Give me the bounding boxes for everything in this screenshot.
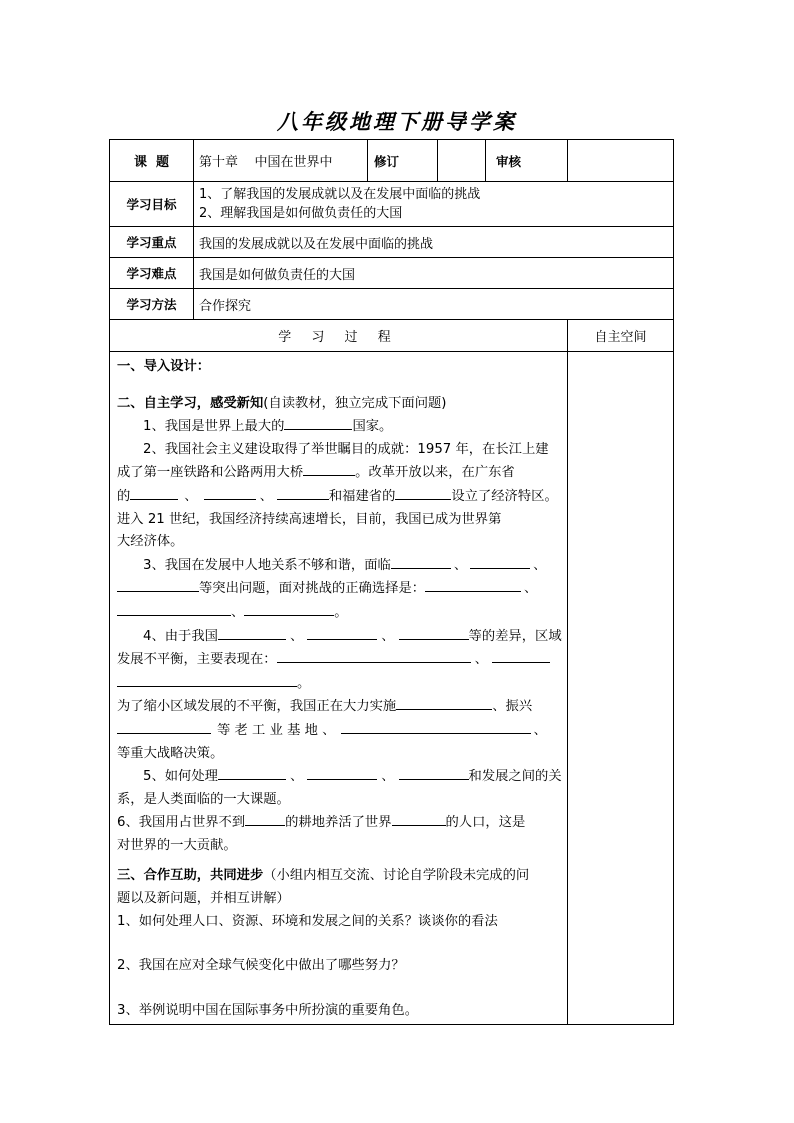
question-4-line-6: 等重大战略决策。 (117, 745, 224, 761)
question-6-line-1: 6、我国用占世界不到 的耕地养活了世界 的人口，这是 (117, 811, 561, 835)
cooperate-question-1: 1、如何处理人口、资源、环境和发展之间的关系？谈谈你的看法 (117, 913, 498, 929)
blank[interactable] (307, 765, 377, 780)
study-guide-table (109, 139, 674, 1025)
blank[interactable] (392, 811, 446, 826)
difficulty-value: 我国是如何做负责任的大国 (194, 258, 674, 289)
key-row (110, 227, 674, 258)
review-label: 审核 (486, 140, 568, 182)
self-space-heading: 自主空间 (568, 320, 674, 352)
self-space-area[interactable] (568, 352, 674, 1025)
method-label: 学习方法 (110, 289, 194, 320)
question-3-line-3: 、 。 (117, 601, 561, 625)
question-2-line-4: 进入 21 世纪，我国经济持续高速增长，目前，我国已成为世界第 (117, 511, 502, 527)
section-intro: 一、导入设计： (117, 359, 211, 374)
blank[interactable] (303, 461, 355, 476)
blank[interactable] (395, 485, 451, 500)
subject-label: 课 题 (110, 140, 194, 182)
blank[interactable] (391, 554, 451, 569)
blank[interactable] (204, 485, 256, 500)
key-value: 我国的发展成就以及在发展中面临的挑战 (194, 227, 674, 258)
goal-value (194, 182, 674, 227)
cooperate-title: 三、合作互助，共同进步 (117, 868, 264, 884)
cooperate-note: （小组内相互交流、讨论自学阶段未完成的问 (263, 868, 530, 884)
question-4-line-3: 。 (117, 672, 561, 696)
process-content (110, 352, 568, 1025)
difficulty-label: 学习难点 (110, 258, 194, 289)
blank[interactable] (244, 601, 334, 616)
question-3-line-2: 等突出问题，面对挑战的正确选择是： 、 (117, 577, 561, 601)
document-title: 八年级地理下册导学案 (277, 109, 517, 134)
section-self-study (117, 393, 561, 416)
blank[interactable] (117, 601, 231, 616)
subject-value: 第十章 中国在世界中 (194, 140, 368, 182)
blank[interactable] (218, 625, 286, 640)
blank[interactable] (130, 485, 178, 500)
blank[interactable] (492, 648, 550, 663)
difficulty-row (110, 258, 674, 289)
question-2-line-1: 2、我国社会主义建设取得了举世瞩目的成就：1957 年，在长江上建 (143, 441, 549, 457)
question-4-line-2: 发展不平衡，主要表现在： 、 (117, 648, 561, 672)
goal-line-1: 1、了解我国的发展成就以及在发展中面临的挑战 (199, 187, 481, 202)
blank[interactable] (117, 719, 211, 734)
blank[interactable] (284, 415, 352, 430)
cooperate-question-3: 3、举例说明中国在国际事务中所扮演的重要角色。 (117, 1002, 418, 1018)
blank[interactable] (399, 625, 469, 640)
self-study-title: 二、自主学习，感受新知 (117, 395, 264, 411)
goal-line-2: 2、理解我国是如何做负责任的大国 (199, 206, 403, 221)
question-2-line-2: 成了第一座铁路和公路两用大桥 。改革开放以来，在广东省 (117, 461, 561, 485)
question-1: 1、我国是世界上最大的 国家。 (117, 415, 561, 439)
revise-value[interactable] (438, 140, 486, 182)
goal-row (110, 182, 674, 227)
header-row (110, 140, 674, 182)
goal-label: 学习目标 (110, 182, 194, 227)
method-value: 合作探究 (194, 289, 674, 320)
question-2-line-5: 大经济体。 (117, 534, 184, 550)
question-6-line-2: 对世界的一大贡献。 (117, 837, 237, 853)
blank[interactable] (117, 672, 297, 687)
key-label: 学习重点 (110, 227, 194, 258)
blank[interactable] (470, 554, 530, 569)
question-5-line-2: 系，是人类面临的一大课题。 (117, 791, 290, 807)
question-5-line-1: 5、如何处理 、 、 和发展之间的关 (117, 765, 561, 789)
blank[interactable] (277, 648, 471, 663)
question-4-line-5: 等 老 工 业 基 地 、 、 (117, 719, 561, 743)
blank[interactable] (245, 811, 285, 826)
cooperate-question-2: 2、我国在应对全球气候变化中做出了哪些努力？ (117, 958, 405, 974)
method-row (110, 289, 674, 320)
blank[interactable] (425, 577, 521, 592)
section-cooperate (117, 865, 561, 888)
blank[interactable] (117, 577, 199, 592)
cooperate-note-line-2: 题以及新问题，并相互讲解） (117, 891, 290, 907)
blank[interactable] (399, 765, 469, 780)
process-header-row (110, 320, 674, 352)
self-study-note: (自读教材，独立完成下面问题) (263, 395, 447, 411)
revise-label: 修订 (368, 140, 438, 182)
process-heading: 学 习 过 程 (110, 320, 568, 352)
blank[interactable] (218, 765, 286, 780)
blank[interactable] (307, 625, 377, 640)
blank[interactable] (341, 719, 531, 734)
process-content-row (110, 352, 674, 1025)
question-3-line-1: 3、我国在发展中人地关系不够和谐，面临 、 、 (117, 554, 561, 578)
question-2-line-3: 的 、 、 和福建省的 设立了经济特区。 (117, 485, 561, 509)
question-4-line-1: 4、由于我国 、 、 等的差异，区域 (117, 625, 561, 649)
blank[interactable] (396, 695, 492, 710)
question-4-line-4: 为了缩小区域发展的不平衡，我国正在大力实施 、振兴 (117, 695, 561, 719)
blank[interactable] (277, 485, 329, 500)
review-value[interactable] (568, 140, 674, 182)
